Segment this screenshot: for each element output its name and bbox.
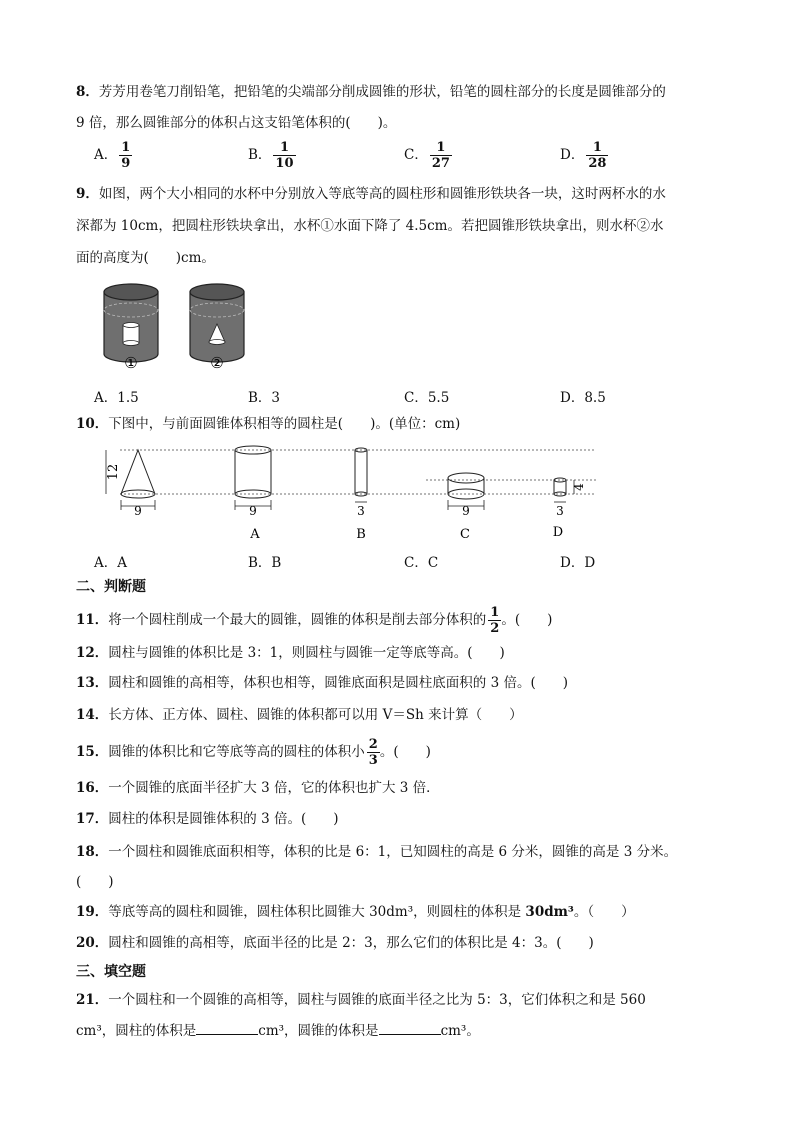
q14-line <box>76 705 523 725</box>
q8-option-d-den: 28 <box>588 156 607 171</box>
q20-number: 20． <box>76 935 109 951</box>
q19-bold-value: 30dm³ <box>525 904 574 920</box>
q13-line <box>76 673 568 693</box>
q8-option-a-den: 9 <box>121 156 131 171</box>
q12-text: 圆柱与圆锥的体积比是 3：1，则圆柱与圆锥一定等底等高。( ) <box>108 645 505 661</box>
q15-line <box>76 737 431 768</box>
q10-number: 10． <box>76 416 109 432</box>
q15-fraction-num: 2 <box>368 737 378 752</box>
q21-text-2b: cm³，圆锥的体积是 <box>258 1023 379 1039</box>
cylinder-d-height: 4 <box>572 483 586 491</box>
q8-option-c-fraction <box>430 140 452 171</box>
q8-line1 <box>76 82 666 102</box>
q9-option-c[interactable]: C．5.5 <box>404 390 450 406</box>
q17-text: 圆柱的体积是圆锥体积的 3 倍。( ) <box>108 811 339 827</box>
q10-text: 下图中，与前面圆锥体积相等的圆柱是( )。(单位：cm) <box>108 416 461 432</box>
cylinder-a-label: A <box>250 527 260 542</box>
q8-option-d[interactable] <box>560 140 608 171</box>
q11-number: 11． <box>76 612 109 628</box>
q16-number: 16． <box>76 780 109 796</box>
q11-fraction-num: 1 <box>490 605 500 620</box>
q21-text-2a: cm³，圆柱的体积是 <box>76 1023 197 1039</box>
q8-option-d-letter: D． <box>560 147 585 163</box>
q8-option-a[interactable] <box>94 140 132 171</box>
q18-answer-blank[interactable]: ( ) <box>76 874 114 890</box>
q10-option-c[interactable]: C．C <box>404 555 439 571</box>
cup-1-label: ① <box>124 354 138 372</box>
q10-option-a[interactable]: A．A <box>94 555 127 571</box>
q15-answer-blank[interactable]: 。( ) <box>379 744 431 760</box>
q8-option-b-letter: B． <box>248 147 272 163</box>
q19-line <box>76 902 635 922</box>
cylinder-b-diameter: 3 <box>357 504 365 518</box>
q10-option-b[interactable]: B．B <box>248 555 282 571</box>
q11-answer-blank[interactable]: 。( ) <box>501 612 553 628</box>
q18-number: 18． <box>76 844 109 860</box>
q11-fraction <box>488 605 501 636</box>
q19-number: 19． <box>76 904 109 920</box>
q8-options <box>94 140 714 180</box>
q8-option-d-fraction <box>586 140 608 171</box>
q18-text: 一个圆柱和圆锥底面积相等，体积的比是 6：1，已知圆柱的高是 6 分米，圆锥的高是 3 分米。 <box>108 844 678 860</box>
q9-line2: 深都为 10cm，把圆柱形铁块拿出，水杯①水面下降了 4.5cm。若把圆锥形铁块拿出，则水杯②水 <box>76 218 664 234</box>
q17-number: 17． <box>76 811 109 827</box>
q9-option-a[interactable]: A．1.5 <box>94 390 139 406</box>
cone-diameter-label: 9 <box>134 504 142 518</box>
q8-number: 8． <box>76 84 99 100</box>
q11-line <box>76 605 552 636</box>
q21-text-2c: cm³。 <box>440 1023 480 1039</box>
q12-number: 12． <box>76 645 109 661</box>
section-judgement-heading: 二、判断题 <box>76 579 146 595</box>
q8-option-c-den: 27 <box>431 156 450 171</box>
q8-text-1: 芳芳用卷笔刀削铅笔，把铅笔的尖端部分削成圆锥的形状，铅笔的圆柱部分的长度是圆锥部分的 <box>98 84 666 100</box>
q14-text: 长方体、正方体、圆柱、圆锥的体积都可以用 V＝Sh 来计算（ ） <box>108 707 523 723</box>
q20-line <box>76 933 594 953</box>
q13-number: 13． <box>76 675 109 691</box>
cylinder-d <box>554 478 574 502</box>
cylinder-a <box>235 446 271 510</box>
q9-cups-figure <box>96 280 256 376</box>
q21-line1 <box>76 990 646 1010</box>
q18-line1 <box>76 842 677 862</box>
q8-option-b-den: 10 <box>275 156 294 171</box>
cylinder-c-diameter: 9 <box>462 504 470 518</box>
q16-text: 一个圆锥的底面半径扩大 3 倍，它的体积也扩大 3 倍． <box>108 780 440 796</box>
q10-option-d[interactable]: D．D <box>560 555 596 571</box>
q8-option-b-fraction <box>273 140 295 171</box>
cup-1 <box>104 284 158 362</box>
q9-text-1: 如图，两个大小相同的水杯中分别放入等底等高的圆柱形和圆锥形铁块各一块，这时两杯水的水 <box>98 186 666 202</box>
cone-height-label: 12 <box>106 463 121 481</box>
q15-number: 15． <box>76 744 109 760</box>
q11-text: 将一个圆柱削成一个最大的圆锥，圆锥的体积是削去部分体积的 <box>108 612 487 628</box>
q8-option-c-num: 1 <box>430 140 452 156</box>
q8-option-a-num: 1 <box>121 140 131 155</box>
q9-option-d[interactable]: D．8.5 <box>560 390 606 406</box>
q15-fraction-den: 3 <box>368 753 378 768</box>
q19-text: 等底等高的圆柱和圆锥，圆柱体积比圆锥大 30dm³，则圆柱的体积是 <box>108 904 526 920</box>
q9-option-b[interactable]: B．3 <box>248 390 281 406</box>
q20-text: 圆柱和圆锥的高相等，底面半径的比是 2：3，那么它们的体积比是 4：3。( ) <box>108 935 594 951</box>
q10-line <box>76 414 460 434</box>
q21-text-1: 一个圆柱和一个圆锥的高相等，圆柱与圆锥的底面半径之比为 5：3，它们体积之和是 560 <box>108 992 646 1008</box>
q15-text: 圆锥的体积比和它等底等高的圆柱的体积小 <box>108 744 365 760</box>
section-fill-blank-heading: 三、填空题 <box>76 964 146 980</box>
q9-number: 9． <box>76 186 99 202</box>
q8-line2: 9 倍，那么圆锥部分的体积占这支铅笔体积的( )。 <box>76 115 397 131</box>
q8-option-c-letter: C． <box>404 147 428 163</box>
q13-text: 圆柱和圆锥的高相等，体积也相等，圆锥底面积是圆柱底面积的 3 倍。( ) <box>108 675 569 691</box>
q19-answer-blank[interactable]: 。（ ） <box>573 904 635 920</box>
q9-line3: 面的高度为( )cm。 <box>76 250 215 266</box>
q8-option-a-letter: A． <box>94 147 118 163</box>
q17-line <box>76 809 339 829</box>
cup-2-label: ② <box>210 354 224 372</box>
q21-cone-volume-blank[interactable] <box>379 1020 441 1035</box>
q12-line <box>76 643 505 663</box>
q8-option-d-num: 1 <box>586 140 608 156</box>
q14-number: 14． <box>76 707 109 723</box>
q11-fraction-den: 2 <box>490 621 500 636</box>
q8-option-b[interactable] <box>248 140 296 171</box>
q8-option-a-fraction <box>119 140 132 171</box>
q21-line2 <box>76 1020 480 1041</box>
cylinder-a-diameter: 9 <box>249 504 257 518</box>
q10-figure <box>96 440 606 548</box>
q8-option-c[interactable] <box>404 140 452 171</box>
cup-2 <box>190 284 244 362</box>
q9-line1 <box>76 184 666 204</box>
q10-options <box>94 551 714 591</box>
cylinder-d-diameter: 3 <box>556 504 564 518</box>
q15-fraction <box>367 737 380 768</box>
q21-number: 21． <box>76 992 109 1008</box>
q8-option-b-num: 1 <box>273 140 295 156</box>
cylinder-c-label: C <box>460 527 470 542</box>
cylinder-b-label: B <box>356 527 366 542</box>
q21-cylinder-volume-blank[interactable] <box>196 1020 258 1035</box>
cylinder-d-label: D <box>552 525 564 540</box>
q16-line <box>76 778 440 798</box>
